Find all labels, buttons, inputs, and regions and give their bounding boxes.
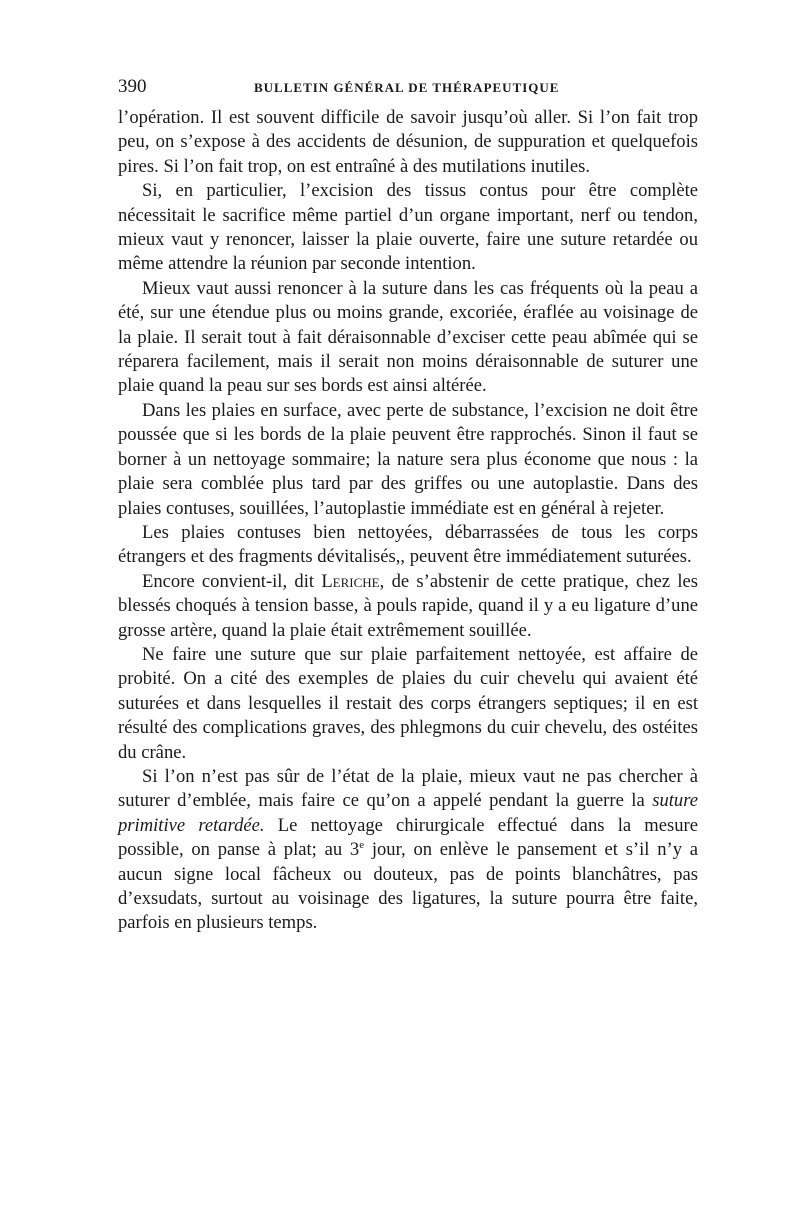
paragraph-8-part-c: jour, on enlève le pansement et s’il n’y a aucun signe local fâcheux ou douteux, pas de points blanchâtres, pas d’exsudats, surtout au voisinage des ligatures, la suture pourra être faite, parfois en plusieurs temps. xyxy=(118,839,699,934)
paragraph-3: Mieux vaut aussi renoncer à la suture dans les cas fréquents où la peau a été, sur une étendue plus ou moins grande, excoriée, éraflée au voisinage de la plaie. Il serait tout à fait déraisonnable d’exciser cette peau abîmée qui se réparera facilement, mais il serait non moins déraisonnable de suturer une plaie quand la peau sur ses bords est ainsi altérée. xyxy=(118,277,698,397)
paragraph-2: Si, en particulier, l’excision des tissus contus pour être complète nécessitait le sacrifice même partiel d’un organe important, nerf ou tendon, mieux vaut y renoncer, laisser la plaie ouverte, faire une suture retardée ou même attendre la réunion par seconde intention. xyxy=(118,180,698,275)
paragraph-1: l’opération. Il est souvent difficile de savoir jusqu’où aller. Si l’on fait trop peu, on s’expose à des accidents de désunion, de suppuration et quelquefois pires. Si l’on fait trop, on est entraîné à des mutilations inutiles. xyxy=(118,107,698,177)
paragraph-8-part-b: Le nettoyage chirurgicale effectué dans la mesure possible, on panse à plat; au 3 xyxy=(118,814,698,861)
paragraph-8-part-a: Si l’on n’est pas sûr de l’état de la plaie, mieux vaut ne pas chercher à suturer d’emblée, mais faire ce qu’on a appelé pendant la guerre la xyxy=(118,765,698,812)
paragraph-5: Les plaies contuses bien nettoyées, débarrassées de tous les corps étrangers et des fragments dévitalisés,, peuvent être immédiatement suturées. xyxy=(118,521,698,568)
paragraph-4: Dans les plaies en surface, avec perte de substance, l’excision ne doit être poussée que si les bords de la plaie peuvent être rapprochés. Sinon il faut se borner à un nettoyage sommaire; la nature sera plus économe que nous : la plaie sera comblée plus tard par des griffes ou une autoplastie. Dans des plaies contuses, souillées, l’autoplastie immédiate est en général à rejeter. xyxy=(118,399,698,519)
body-text xyxy=(118,106,698,936)
ordinal-superscript: e xyxy=(359,839,365,851)
author-name: Leriche xyxy=(321,570,380,592)
page-number: 390 xyxy=(118,76,147,97)
book-page xyxy=(118,70,698,936)
italic-term: suture primitive retardée. xyxy=(118,790,698,836)
running-title: BULLETIN GÉNÉRAL DE THÉRAPEUTIQUE xyxy=(254,80,560,95)
page-header xyxy=(118,70,698,106)
paragraph-6-end: , de s’abstenir de cette pratique, chez les blessés choqués à tension basse, à pouls rapide, quand il y a eu ligature d’une grosse artère, quand la plaie était extrêmement souillée. xyxy=(118,570,699,641)
paragraph-8 xyxy=(118,765,698,936)
paragraph-6 xyxy=(118,570,698,643)
paragraph-7: Ne faire une suture que sur plaie parfaitement nettoyée, est affaire de probité. On a cité des exemples de plaies du cuir chevelu qui avaient été suturées et dans lesquelles il restait des corps étrangers septiques; il en est résulté des complications graves, des phlegmons du cuir chevelu, des ostéites du crâne. xyxy=(118,643,698,763)
paragraph-6-start: Encore convient-il, dit xyxy=(142,570,322,592)
